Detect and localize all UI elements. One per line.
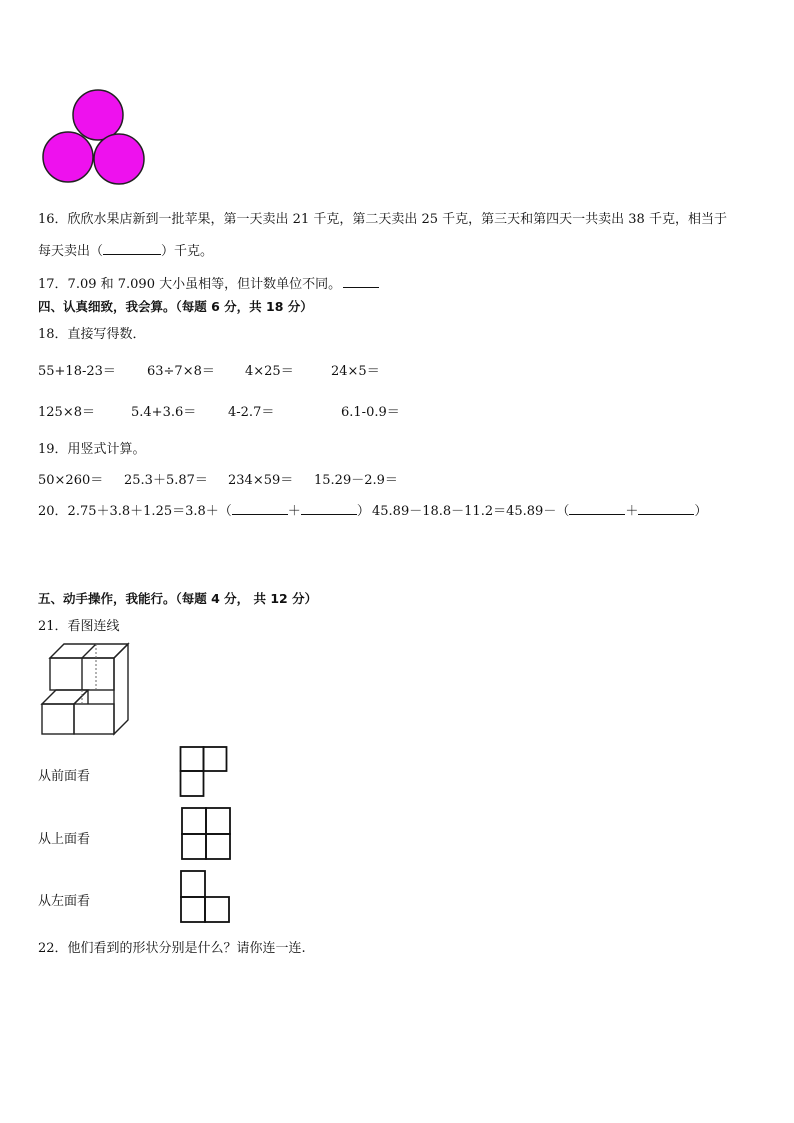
view-left-shape[interactable] — [179, 869, 231, 925]
q18-item: 63÷7×8＝ — [147, 364, 215, 379]
q16-line2-pre: 每天卖出（ — [38, 244, 104, 259]
q17-text: 17．7.09 和 7.090 大小虽相等，但计数单位不同。 — [38, 277, 342, 292]
q20-part1 — [38, 500, 370, 519]
q16-answer-blank[interactable] — [103, 242, 161, 255]
q20-plus: ＋ — [287, 504, 301, 519]
q16-line1: 16．欣欣水果店新到一批苹果，第一天卖出 21 千克，第二天卖出 25 千克，第三天和第四天一共卖出 38 千克，相当于 — [38, 212, 727, 227]
circle-right — [94, 134, 144, 184]
q20-part1-pre: 20．2.75＋3.8＋1.25＝3.8＋（ — [38, 504, 232, 519]
q20-blank-4[interactable] — [638, 502, 694, 515]
q21-label-front: 从前面看 — [38, 769, 91, 784]
q20-close: ） — [356, 504, 370, 519]
view-top-shape[interactable] — [180, 806, 232, 862]
section5-title: 五、动手操作，我能行。（每题 4 分， 共 12 分） — [38, 591, 318, 606]
q19-title: 19．用竖式计算。 — [38, 442, 146, 457]
q19-item: 234×59＝ — [228, 473, 294, 488]
q18-item: 5.4+3.6＝ — [131, 405, 197, 420]
q20-blank-1[interactable] — [232, 502, 288, 515]
q18-title: 18．直接写得数． — [38, 327, 146, 342]
q18-item: 4×25＝ — [245, 364, 294, 379]
q22-title: 22．他们看到的形状分别是什么？请你连一连. — [38, 941, 306, 956]
q18-item: 125×8＝ — [38, 405, 95, 420]
q20-blank-3[interactable] — [569, 502, 625, 515]
q18-item: 55+18-23＝ — [38, 364, 116, 379]
q17-line — [38, 273, 379, 292]
q20-plus-2: ＋ — [625, 504, 639, 519]
q16-line2 — [38, 240, 213, 259]
view-front-shape[interactable] — [179, 745, 229, 799]
section4-title: 四、认真细致，我会算。（每题 6 分，共 18 分） — [38, 299, 313, 314]
q16-line2-post: ）千克。 — [161, 244, 214, 259]
q20-blank-2[interactable] — [301, 502, 357, 515]
cube-stack-figure — [38, 640, 138, 740]
q18-item: 4-2.7＝ — [228, 405, 275, 420]
q20-part2-pre: 45.89－18.8－11.2＝45.89－（ — [372, 504, 570, 519]
q21-label-left: 从左面看 — [38, 894, 91, 909]
circle-top — [73, 90, 123, 140]
q19-item: 15.29－2.9＝ — [314, 473, 398, 488]
q17-answer-blank[interactable] — [343, 275, 379, 288]
q18-item: 6.1-0.9＝ — [341, 405, 400, 420]
q20-part2 — [372, 500, 707, 519]
circle-left — [43, 132, 93, 182]
q21-label-top: 从上面看 — [38, 832, 91, 847]
q20-close-2: ） — [694, 504, 708, 519]
q21-title: 21．看图连线 — [38, 619, 120, 634]
q19-item: 50×260＝ — [38, 473, 104, 488]
q18-item: 24×5＝ — [331, 364, 380, 379]
circles-figure — [38, 88, 158, 188]
q19-item: 25.3＋5.87＝ — [124, 473, 208, 488]
